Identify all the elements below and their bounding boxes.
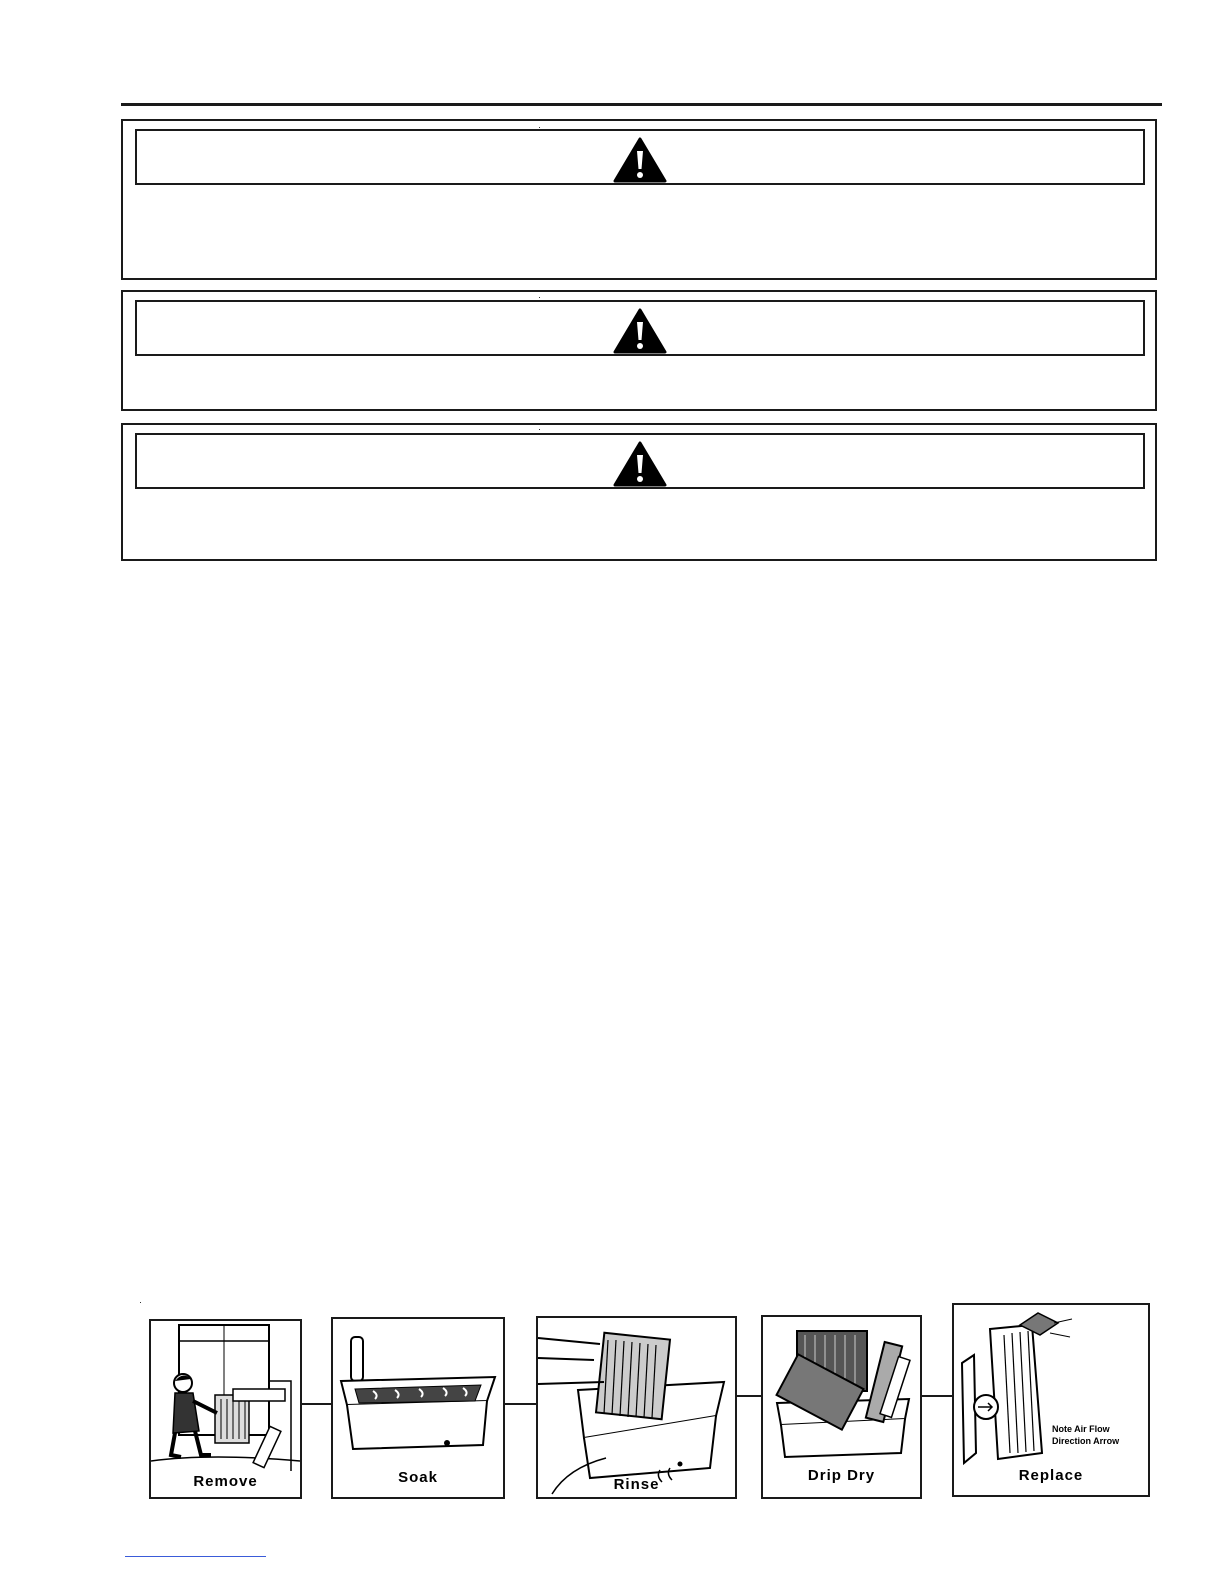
step-label: Rinse: [613, 1476, 660, 1493]
airflow-note-line2: Direction Arrow: [1052, 1436, 1120, 1446]
step-connector: [505, 1403, 537, 1405]
person-removing-filter-icon: [151, 1321, 300, 1497]
step-drip-dry: [761, 1315, 922, 1499]
step-label: Soak: [398, 1469, 438, 1486]
step-replace: [952, 1303, 1150, 1497]
step-connector: [922, 1395, 952, 1397]
step-label: Replace: [1018, 1467, 1084, 1484]
step-label: Remove: [193, 1473, 258, 1490]
step-remove: [149, 1319, 302, 1499]
rinsing-filter-icon: [538, 1318, 735, 1497]
step-connector: [737, 1395, 761, 1397]
footer-link-underline[interactable]: [125, 1556, 266, 1557]
step-connector: [302, 1403, 332, 1405]
airflow-note: [1052, 1423, 1119, 1447]
step-soak: [331, 1317, 505, 1499]
step-rinse: [536, 1316, 737, 1499]
airflow-note-line1: Note Air Flow: [1052, 1424, 1110, 1434]
step-label: Drip Dry: [807, 1467, 876, 1484]
